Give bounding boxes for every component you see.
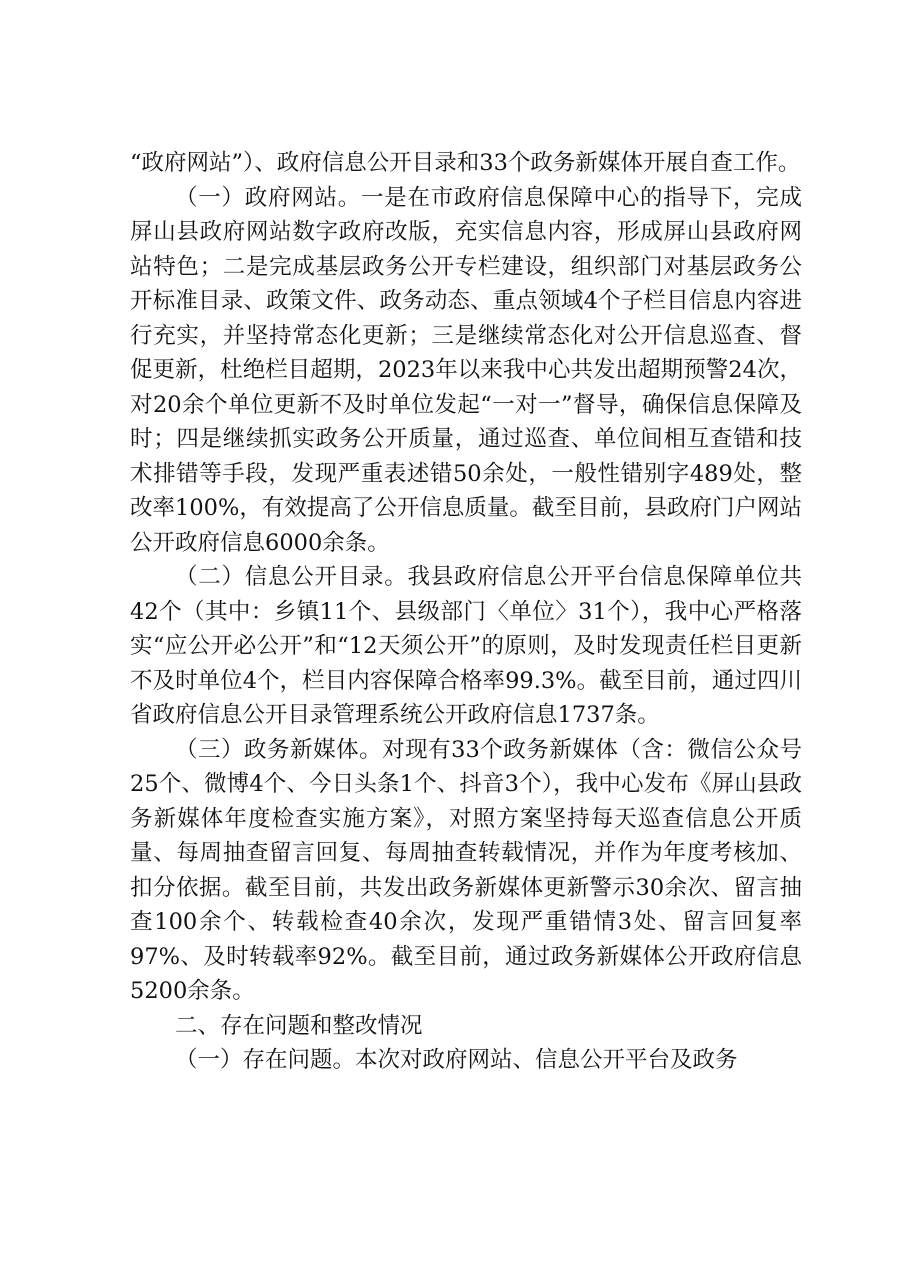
intro-continuation-paragraph: “政府网站”）、政府信息公开目录和33个政务新媒体开展自查工作。 — [130, 150, 801, 176]
new-media-paragraph: （三）政务新媒体。对现有33个政务新媒体（含：微信公众号25个、微博4个、今日头条1个、抖音3个），我中心发布《屏山县政务新媒体年度检查实施方案》，对照方案坚持每天巡查信息公开质量、每周抽查留言回复、每周抽查转载情况，并作为年度考核加、扣分依据。截至目前，共发出政务新媒体更新警示30余次、留言抽查100余个、转载检查40余次，发现严重错情3处、留言回复率97%、及时转载率92%。截至目前，通过政务新媒体公开政府信息5200余条。 — [130, 736, 802, 1004]
section-heading-problems: 二、存在问题和整改情况 — [175, 1012, 423, 1039]
disclosure-catalog-paragraph: （二）信息公开目录。我县政府信息公开平台信息保障单位共42个（其中：乡镇11个、县级部门〈单位〉31个），我中心严格落实“应公开必公开”和“12天须公开”的原则，及时发现责任栏目更新不及时单位4个，栏目内容保障合格率99.3%。截至目前，通过四川省政府信息公开目录管理系统公开政府信息1737条。 — [130, 564, 802, 728]
document-body — [130, 146, 802, 1078]
problems-paragraph: （一）存在问题。本次对政府网站、信息公开平台及政务 — [175, 1047, 738, 1073]
government-website-paragraph: （一）政府网站。一是在市政府信息保障中心的指导下，完成屏山县政府网站数字政府改版，充实信息内容，形成屏山县政府网站特色；二是完成基层政务公开专栏建设，组织部门对基层政务公开标准目录、政策文件、政务动态、重点领域4个子栏目信息内容进行充实，并坚持常态化更新；三是继续常态化对公开信息巡查、督促更新，杜绝栏目超期，2023年以来我中心共发出超期预警24次，对20余个单位更新不及时单位发起“一对一”督导，确保信息保障及时；四是继续抓实政务公开质量，通过巡查、单位间相互查错和技术排错等手段，发现严重表述错50余处，一般性错别字489处，整改率100%，有效提高了公开信息质量。截至目前，县政府门户网站公开政府信息6000余条。 — [130, 184, 802, 556]
